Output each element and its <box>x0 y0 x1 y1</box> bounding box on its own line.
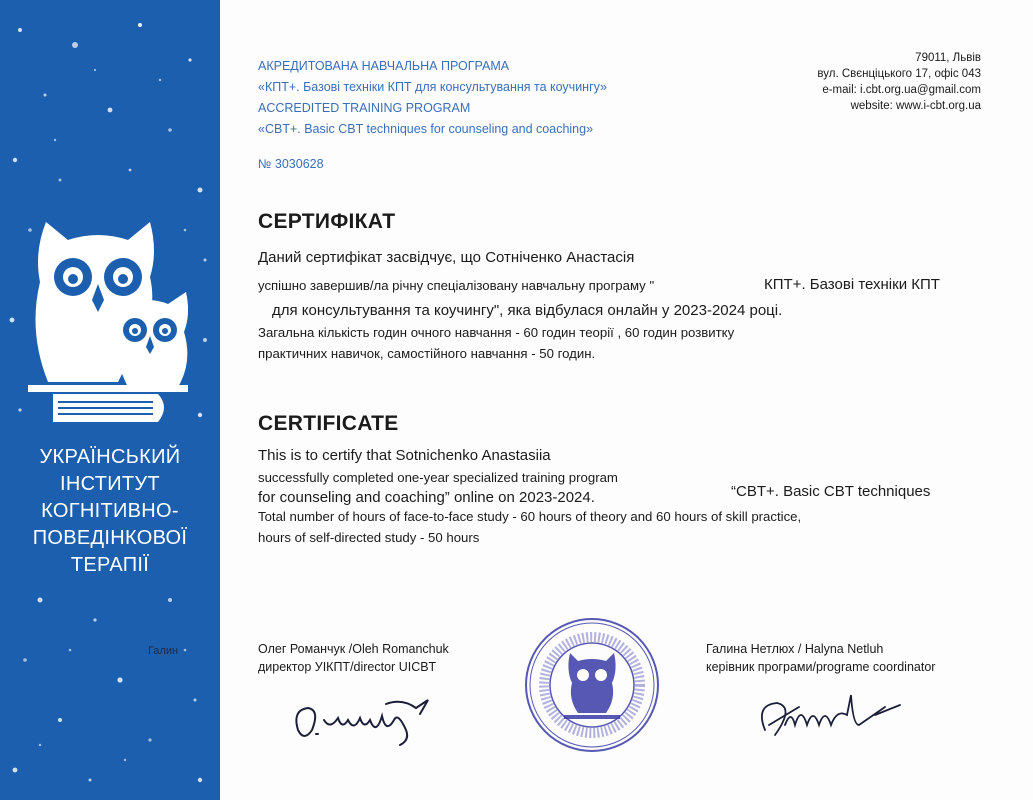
institute-name-line: ІНСТИТУТ <box>60 473 160 495</box>
institute-name-line: ПОВЕДІНКОВОЇ <box>32 527 188 549</box>
director-name: Олег Романчук /Oleh Romanchuk <box>258 642 449 656</box>
coordinator-role: керівник програми/programe coordinator <box>706 660 936 674</box>
program-ua-heading: АКРЕДИТОВАНА НАВЧАЛЬНА ПРОГРАМА <box>258 59 510 73</box>
program-en-name: «CBT+. Basic CBT techniques for counseling and coaching» <box>258 122 594 136</box>
sidebar-banner <box>0 0 220 800</box>
address-street: вул. Свєнціцького 17, офіс 043 <box>817 68 981 80</box>
director-handwritten-signature-icon <box>290 690 440 750</box>
certificate-ua-line2a: успішно завершив/ла річну спеціалізовану навчальну програму " <box>258 278 655 293</box>
certificate-en-line2: successfully completed one-year specialized training program <box>258 470 618 485</box>
director-role: директор УІКПТ/director UICBT <box>258 660 437 674</box>
galyn-label: Галин <box>148 645 179 657</box>
address-email: e-mail: i.cbt.org.ua@gmail.com <box>822 84 981 96</box>
certificate-en-line3b: “CBT+. Basic CBT techniques <box>731 483 931 500</box>
institute-name-line: УКРАЇНСЬКИЙ <box>39 446 181 468</box>
certificate-en-line5: hours of self-directed study - 50 hours <box>258 530 480 545</box>
program-ua-name: «КПТ+. Базові техніки КПТ для консультування та коучингу» <box>258 80 607 94</box>
director-signature-block <box>258 640 449 676</box>
certificate-ua-line2b: КПТ+. Базові техніки КПТ <box>764 276 940 293</box>
program-header <box>258 56 607 140</box>
certificate-en-line1: This is to certify that Sotnichenko Anastasiia <box>258 447 551 464</box>
address-website: website: www.i-cbt.org.ua <box>850 100 981 112</box>
institute-name-line: КОГНІТИВНО- <box>41 500 179 522</box>
coordinator-signature-block <box>706 640 935 676</box>
certificate-en-line3: for counseling and coaching” online on 2023-2024. <box>258 489 595 506</box>
institute-name <box>0 444 220 579</box>
address-city: 79011, Львів <box>915 52 981 64</box>
program-en-heading: ACCREDITED TRAINING PROGRAM <box>258 101 471 115</box>
program-number: № 3030628 <box>258 157 324 171</box>
official-stamp-icon <box>522 615 662 755</box>
certificate-en-title: CERTIFICATE <box>258 412 399 435</box>
coordinator-name: Галина Нетлюх / Halyna Netluh <box>706 642 884 656</box>
certificate-ua-line5: практичних навичок, самостійного навчання - 50 годин. <box>258 346 596 361</box>
coordinator-handwritten-signature-icon <box>755 685 905 745</box>
certificate-ua-line3: для консультування та коучингу", яка відбулася онлайн у 2023-2024 році. <box>272 302 783 319</box>
certificate-ua-line1: Даний сертифікат засвідчує, що Сотніченко Анастасія <box>258 249 635 266</box>
institute-name-line: ТЕРАПІЇ <box>70 554 150 576</box>
owl-logo-icon <box>28 222 188 427</box>
address-block <box>817 50 981 114</box>
certificate-en-line4: Total number of hours of face-to-face study - 60 hours of theory and 60 hours of skill practice, <box>258 509 802 524</box>
certificate-ua-title: СЕРТИФІКАТ <box>258 210 396 233</box>
certificate-ua-line4: Загальна кількість годин очного навчання - 60 годин теорії , 60 годин розвитку <box>258 325 735 340</box>
